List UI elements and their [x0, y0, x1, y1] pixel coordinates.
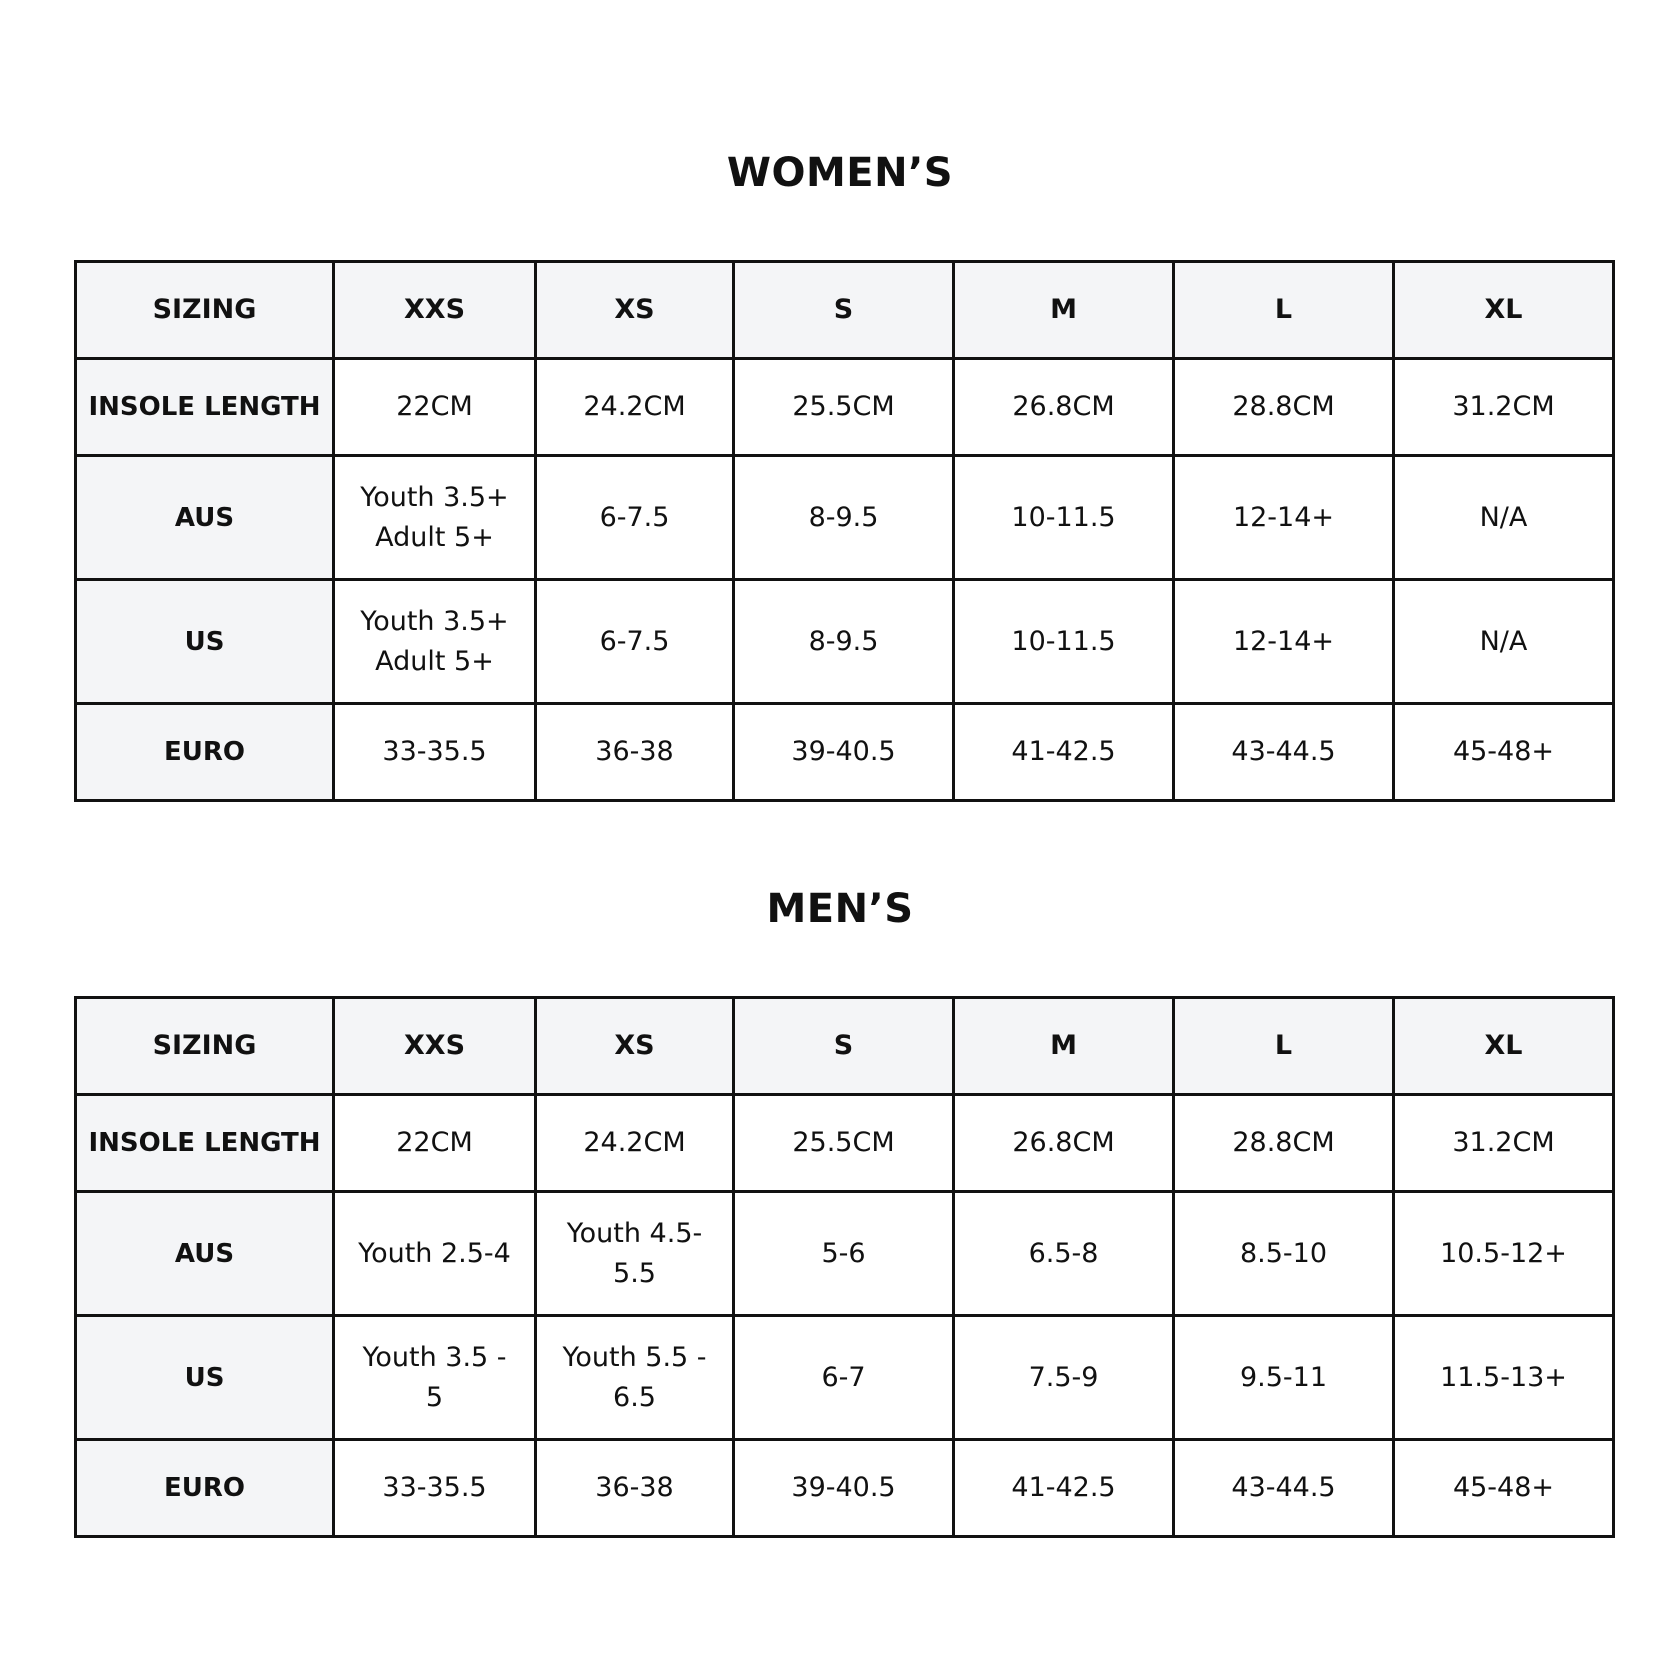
table-cell: [536, 1440, 734, 1537]
cell-text: 12-14+: [1232, 501, 1335, 533]
table-cell: [734, 1316, 954, 1440]
table-row: [76, 580, 1614, 704]
cell-text: Youth 3.5 -: [362, 1341, 507, 1373]
cell-text: 39-40.5: [791, 736, 896, 767]
cell-text: 6-7.5: [599, 625, 670, 657]
cell-text: 12-14+: [1232, 625, 1335, 657]
cell-text: N/A: [1479, 625, 1528, 657]
table-cell: [536, 1095, 734, 1192]
table-cell: [536, 580, 734, 704]
table-cell: [954, 1316, 1174, 1440]
cell-text: Adult 5+: [375, 645, 494, 677]
table-cell: [1174, 1440, 1394, 1537]
cell-text: 10-11.5: [1011, 501, 1116, 533]
table-cell: [1174, 456, 1394, 580]
cell-text: 6-7: [821, 1361, 866, 1393]
cell-text: 33-35.5: [382, 1472, 487, 1503]
table-cell: [334, 359, 536, 456]
cell-text: 22CM: [396, 391, 473, 422]
cell-text: 6-7.5: [599, 501, 670, 533]
table-cell: [536, 1192, 734, 1316]
table-cell: [334, 704, 536, 801]
cell-text: 45-48+: [1452, 736, 1555, 767]
row-label-cell: INSOLE LENGTH: [76, 1095, 334, 1192]
cell-text: 36-38: [595, 736, 674, 767]
table-cell: [334, 580, 536, 704]
table-cell: [1394, 1440, 1614, 1537]
size-header-cell: M: [954, 262, 1174, 359]
table-cell: [734, 1095, 954, 1192]
size-header-cell: S: [734, 262, 954, 359]
table-row: [76, 1316, 1614, 1440]
cell-text: 8-9.5: [808, 501, 879, 533]
cell-text: 39-40.5: [791, 1472, 896, 1503]
table-cell: [334, 1095, 536, 1192]
table-cell: [536, 456, 734, 580]
cell-text: 8-9.5: [808, 625, 879, 657]
cell-text: 41-42.5: [1011, 1472, 1116, 1503]
cell-text: 36-38: [595, 1472, 674, 1503]
cell-text: Youth 5.5 -: [562, 1341, 707, 1373]
table-row: [76, 1095, 1614, 1192]
cell-text: 25.5CM: [792, 1127, 895, 1158]
cell-text: 5-6: [821, 1237, 866, 1269]
header-row: [76, 262, 1614, 359]
table-cell: [334, 1440, 536, 1537]
sizing-header-cell: SIZING: [76, 262, 334, 359]
table-row: [76, 359, 1614, 456]
cell-text: 28.8CM: [1232, 1127, 1335, 1158]
table-cell: [1394, 456, 1614, 580]
row-label-cell: AUS: [76, 456, 334, 580]
table-cell: [1174, 359, 1394, 456]
size-header-cell: XL: [1394, 262, 1614, 359]
table-cell: [954, 1095, 1174, 1192]
table-cell: [734, 1192, 954, 1316]
table-cell: [1394, 1095, 1614, 1192]
table-cell: [954, 580, 1174, 704]
row-label-cell: US: [76, 580, 334, 704]
table-row: [76, 456, 1614, 580]
row-label-cell: EURO: [76, 1440, 334, 1537]
cell-text: 31.2CM: [1452, 391, 1555, 422]
table-cell: [1394, 580, 1614, 704]
table-cell: [954, 456, 1174, 580]
table-cell: [1174, 1095, 1394, 1192]
table-cell: [536, 704, 734, 801]
cell-text: 8.5-10: [1239, 1237, 1328, 1269]
size-header-cell: XS: [536, 998, 734, 1095]
womens-title: WOMEN’S: [726, 150, 954, 196]
cell-text: 9.5-11: [1239, 1361, 1328, 1393]
table-cell: [1394, 359, 1614, 456]
cell-text: 43-44.5: [1231, 1472, 1336, 1503]
cell-text: 28.8CM: [1232, 391, 1335, 422]
cell-text: 26.8CM: [1012, 1127, 1115, 1158]
table-cell: [954, 704, 1174, 801]
womens-size-table: [74, 260, 1615, 802]
table-cell: [536, 1316, 734, 1440]
table-cell: [334, 456, 536, 580]
row-label-cell: AUS: [76, 1192, 334, 1316]
cell-text: Youth 4.5-: [566, 1217, 703, 1249]
table-row: [76, 1440, 1614, 1537]
table-cell: [1174, 1316, 1394, 1440]
table-cell: [734, 580, 954, 704]
mens-title: MEN’S: [766, 886, 914, 932]
cell-text: Youth 3.5+: [360, 481, 509, 513]
cell-text: 31.2CM: [1452, 1127, 1555, 1158]
cell-text: Adult 5+: [375, 521, 494, 553]
table-cell: [1394, 1316, 1614, 1440]
table-cell: [954, 1440, 1174, 1537]
cell-text: 22CM: [396, 1127, 473, 1158]
cell-text: 24.2CM: [583, 391, 686, 422]
cell-text: 45-48+: [1452, 1472, 1555, 1503]
cell-text: 10-11.5: [1011, 625, 1116, 657]
cell-text: 6.5: [613, 1381, 656, 1413]
cell-text: 5: [425, 1381, 444, 1413]
row-label-cell: US: [76, 1316, 334, 1440]
cell-text: 25.5CM: [792, 391, 895, 422]
row-label-cell: INSOLE LENGTH: [76, 359, 334, 456]
size-header-cell: XXS: [334, 262, 536, 359]
row-label-cell: EURO: [76, 704, 334, 801]
table-cell: [1394, 1192, 1614, 1316]
table-cell: [1394, 704, 1614, 801]
size-header-cell: XXS: [334, 998, 536, 1095]
mens-size-table: [74, 996, 1615, 1538]
table-cell: [1174, 704, 1394, 801]
table-cell: [954, 359, 1174, 456]
size-header-cell: M: [954, 998, 1174, 1095]
cell-text: Youth 2.5-4: [358, 1237, 511, 1269]
cell-text: 10.5-12+: [1440, 1237, 1567, 1269]
table-row: [76, 704, 1614, 801]
cell-text: 26.8CM: [1012, 391, 1115, 422]
cell-text: 41-42.5: [1011, 736, 1116, 767]
size-header-cell: L: [1174, 262, 1394, 359]
table-cell: [734, 359, 954, 456]
sizing-header-cell: SIZING: [76, 998, 334, 1095]
table-row: [76, 1192, 1614, 1316]
header-row: [76, 998, 1614, 1095]
cell-text: 11.5-13+: [1440, 1361, 1567, 1393]
table-cell: [334, 1192, 536, 1316]
size-header-cell: XL: [1394, 998, 1614, 1095]
cell-text: N/A: [1479, 501, 1528, 533]
table-cell: [734, 1440, 954, 1537]
cell-text: 7.5-9: [1028, 1361, 1099, 1393]
table-cell: [954, 1192, 1174, 1316]
size-header-cell: S: [734, 998, 954, 1095]
cell-text: Youth 3.5+: [360, 605, 509, 637]
table-cell: [1174, 1192, 1394, 1316]
cell-text: 33-35.5: [382, 736, 487, 767]
cell-text: 24.2CM: [583, 1127, 686, 1158]
table-cell: [536, 359, 734, 456]
size-header-cell: XS: [536, 262, 734, 359]
table-cell: [734, 456, 954, 580]
table-cell: [334, 1316, 536, 1440]
table-cell: [1174, 580, 1394, 704]
cell-text: 43-44.5: [1231, 736, 1336, 767]
cell-text: 5.5: [613, 1257, 656, 1289]
cell-text: 6.5-8: [1028, 1237, 1099, 1269]
size-header-cell: L: [1174, 998, 1394, 1095]
table-cell: [734, 704, 954, 801]
